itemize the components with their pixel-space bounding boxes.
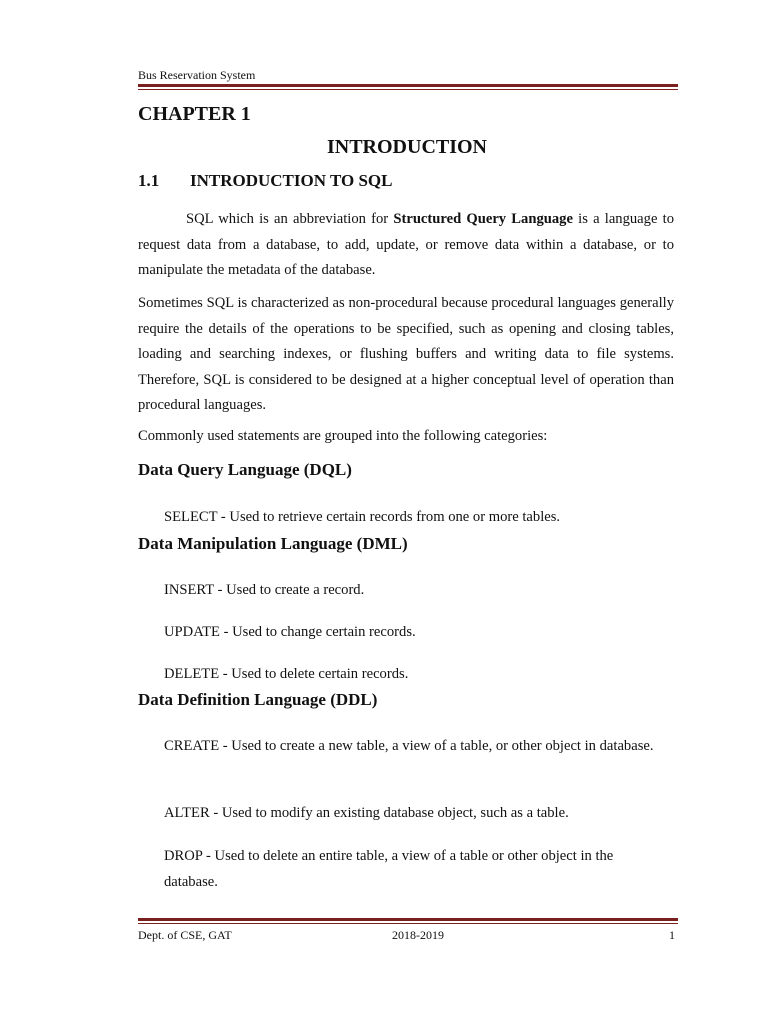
footer-rule-thin [138, 923, 678, 924]
item-drop: DROP - Used to delete an entire table, a view of a table or other object in the database. [164, 848, 614, 890]
item-select: SELECT - Used to retrieve certain records from one or more tables. [164, 509, 561, 525]
item-delete: DELETE - Used to delete certain records. [164, 666, 409, 682]
footer-year: 2018-2019 [392, 928, 444, 942]
item-create: CREATE - Used to create a new table, a view of a table, or other object in database. [164, 738, 654, 754]
section-title: INTRODUCTION TO SQL [190, 171, 393, 190]
paragraph-non-procedural: Sometimes SQL is characterized as non-procedural because procedural languages generally require the details of the operations to be specified, such as opening and closing tables, loading and searching indexes, or flushing buffers and writing data to file systems. Therefore, SQL is considered to be designed at a higher conceptual level of operation than procedural languages. [138, 295, 674, 413]
header-rule-thin [138, 89, 678, 90]
item-alter: ALTER - Used to modify an existing database object, such as a table. [164, 805, 569, 821]
chapter-label: CHAPTER 1 [138, 103, 251, 125]
item-insert: INSERT - Used to create a record. [164, 582, 365, 598]
heading-dml: Data Manipulation Language (DML) [138, 534, 408, 553]
paragraph-sql-definition [138, 207, 674, 284]
running-header: Bus Reservation System [138, 68, 256, 82]
paragraph-categories: Commonly used statements are grouped into the following categories: [138, 428, 548, 444]
footer-rule-thick [138, 918, 678, 921]
p1-text-end: is a language to request data from a database, to add, update, or remove data within a database, or to manipulate the metadata of the database. [138, 211, 674, 278]
chapter-title: INTRODUCTION [326, 136, 488, 158]
footer-page-number: 1 [669, 928, 675, 942]
section-number: 1.1 [138, 171, 160, 190]
footer-department: Dept. of CSE, GAT [138, 928, 232, 942]
item-update: UPDATE - Used to change certain records. [164, 624, 416, 640]
header-rule-thick [138, 84, 678, 87]
p1-bold-term: Structured Query Language [393, 211, 573, 227]
heading-ddl: Data Definition Language (DDL) [138, 690, 378, 709]
p1-text-start: SQL which is an abbreviation for [186, 211, 394, 227]
heading-dql: Data Query Language (DQL) [138, 460, 352, 479]
